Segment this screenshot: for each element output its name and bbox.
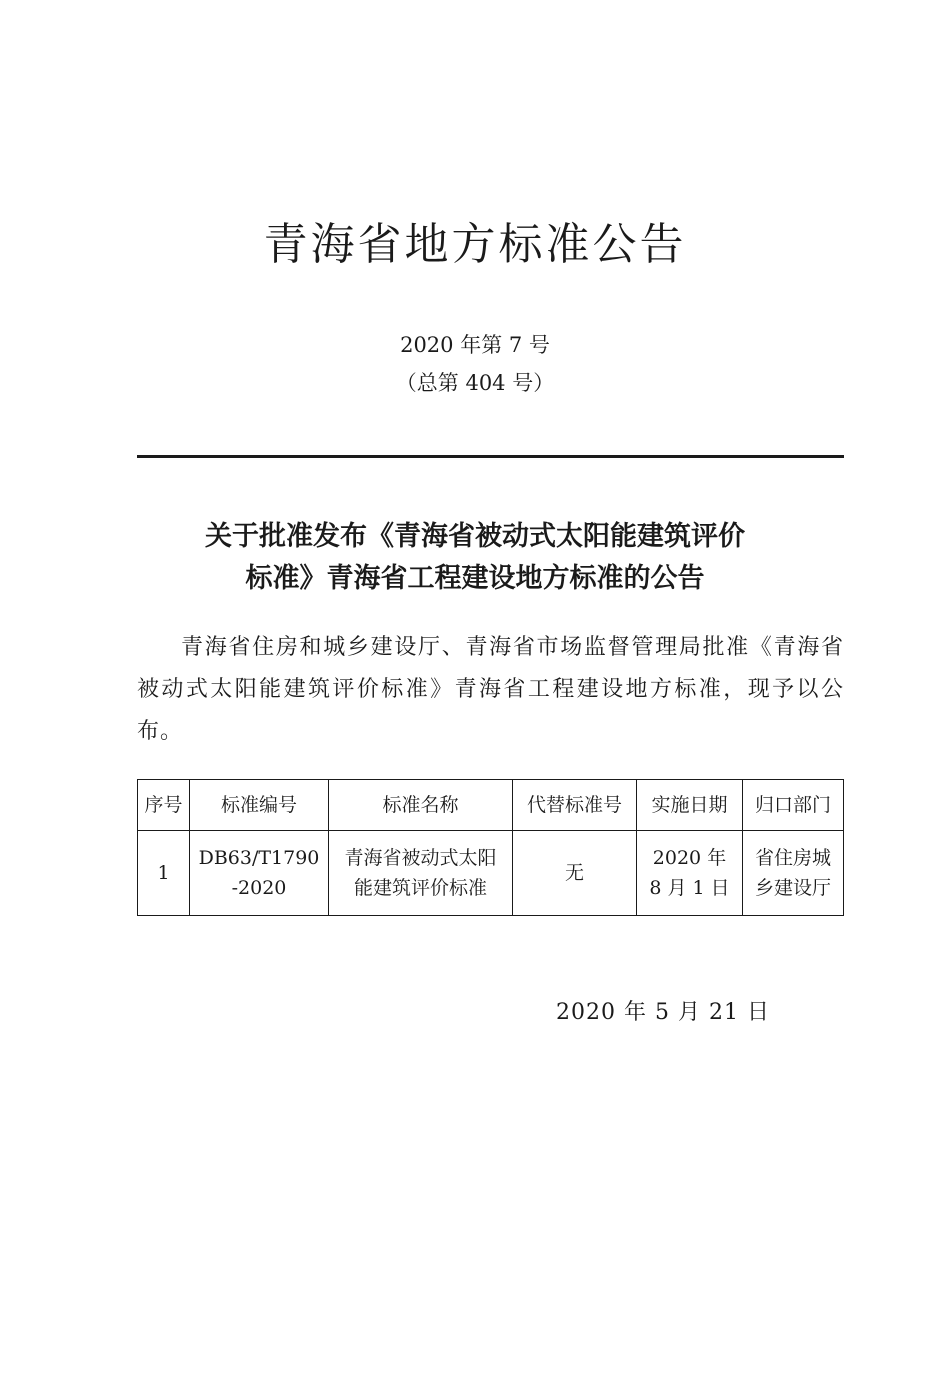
page-title: 青海省地方标准公告 (263, 219, 687, 270)
notice-title-line-2: 标准》青海省工程建设地方标准的公告 (245, 563, 705, 594)
cell-code-line-1: DB63/T1790 (198, 847, 320, 869)
notice-title (0, 516, 950, 600)
header-seq: 序号 (138, 780, 190, 831)
cell-date-line-2: 8 月 1 日 (649, 877, 730, 899)
cell-date-line-1: 2020 年 (652, 847, 727, 869)
header-name: 标准名称 (329, 780, 513, 831)
cell-date (637, 831, 743, 916)
notice-title-line-1: 关于批准发布《青海省被动式太阳能建筑评价 (205, 521, 745, 552)
table-header-row (138, 780, 844, 831)
header-code: 标准编号 (190, 780, 329, 831)
cell-name-line-2: 能建筑评价标准 (353, 877, 487, 899)
cell-dept (743, 831, 844, 916)
header-divider (137, 455, 844, 458)
issue-number: 2020 年第 7 号 (400, 333, 550, 357)
cell-name (329, 831, 513, 916)
signature-date: 2020 年 5 月 21 日 (556, 1000, 770, 1025)
header-replace: 代替标准号 (513, 780, 637, 831)
cell-code-line-2: -2020 (231, 877, 287, 899)
cell-dept-line-1: 省住房城 (754, 847, 831, 869)
standards-table (137, 779, 844, 916)
cell-replace: 无 (513, 831, 637, 916)
cell-name-line-1: 青海省被动式太阳 (344, 847, 497, 869)
cell-seq: 1 (138, 831, 190, 916)
notice-body: 青海省住房和城乡建设厅、青海省市场监督管理局批准《青海省被动式太阳能建筑评价标准》青海省工程建设地方标准，现予以公布。 (137, 635, 844, 744)
table-row (138, 831, 844, 916)
header-dept: 归口部门 (743, 780, 844, 831)
cell-code (190, 831, 329, 916)
total-issue-number: （总第 404 号） (395, 371, 555, 395)
header-date: 实施日期 (637, 780, 743, 831)
cell-dept-line-2: 乡建设厅 (754, 877, 831, 899)
